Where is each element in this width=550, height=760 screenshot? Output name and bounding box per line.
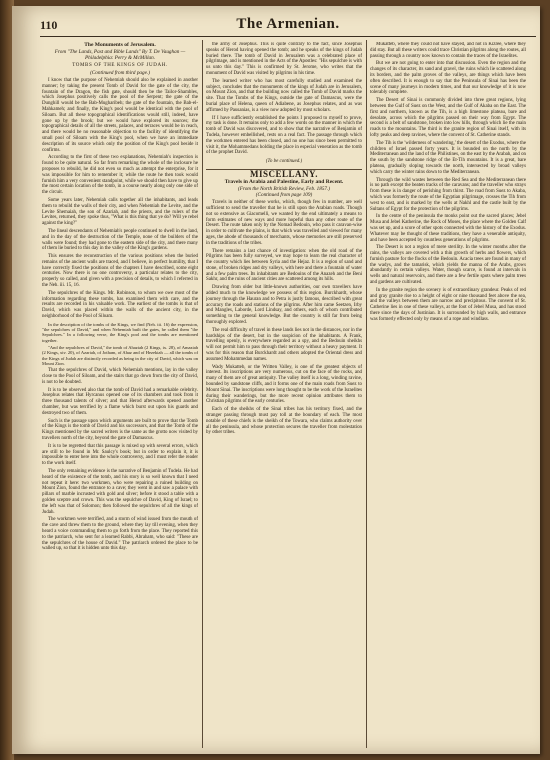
paragraph: Mukatteb, where they could not have stayed, and not in Kizree, where they did stay. But all these writers could trace Christian pilgrims along the routes, all passing through a country now known to contain the traces of the Israelites.: [370, 42, 526, 59]
to-be-continued: (To be continued.): [265, 159, 303, 165]
paragraph: Drawing from older but little-known authorities, our own travellers have added much to the knowledge we possess of this region. Burckhardt, whose journey through the Hauran and to Petra is justly famous, described with great accuracy the roads and stations of the pilgrims. After him came Seetzen, Irby and Mangles, Laborde, Lord Lindsay, and others, each of whom contributed something to the general knowledge. But the country is still far from being thoroughly explored.: [206, 285, 362, 326]
article-subtitle: TOMBS OF THE KINGS OF JUDAH.: [72, 63, 168, 69]
miscellany-heading: MISCELLANY.: [206, 169, 362, 178]
article-title: Travels in Arabia and Palestine, Early and Recent.: [224, 178, 344, 185]
section-title: The Monuments of Jerusalem.: [84, 42, 156, 48]
page-header: [40, 16, 536, 37]
paragraph: That the sepulchres of David, which Nehemiah mentions, lay in the valley close to the Pool of Siloam, and the stairs that go down from the city of David, is not to be doubted.: [42, 368, 198, 385]
page-number: 110: [40, 18, 58, 32]
paragraph: In the granite region the scenery is of extraordinary grandeur. Peaks of red and gray granite rise to a height of eight or nine thousand feet above the sea, and the valleys between them are narrow and precipitous. The convent of St. Catherine lies in one of these valleys, at the foot of Jebel Musa, and has stood there since the days of Justinian. It is surrounded by high walls, and entrance was formerly effected only by means of a rope and windlass.: [370, 287, 526, 322]
paragraph: Some years later, Nehemiah calls together all the inhabitants, and leads them to rebuild the walls of their city, and when Nehemiah the Levite, and the Levite Shemaiah, the son of Azariah, and the priests, and the rulers of the Levites, returned, they spoke thus, "What is this thing that ye do? Will ye rebel against the king?": [42, 197, 198, 227]
paragraph: Wady Mukatteb, or the Written Valley, is one of the greatest objects of interest. Its inscriptions are very numerous, cut on the face of the rocks, and many of them are of great antiquity. The valley itself is a long, winding ravine, bounded by sandstone cliffs, and it forms one of the main roads from Suez to Mount Sinai. The inscriptions were long thought to be the work of the Israelites during their wanderings, but the more recent opinion attributes them to Christian pilgrims of the early centuries.: [206, 364, 362, 405]
paragraph: Through the wild wastes between the Red Sea and the Mediterranean there is no path except the beaten tracks of the caravans; and the traveller who strays from these is in danger of perishing from thirst. The road from Suez to Akaba, which was formerly the route of the Egyptian pilgrimage, crosses the Tih from west to east, and is marked by the wells at Nakhl and the castle built by the Sultans of Egypt for the protection of the pilgrims.: [370, 177, 526, 212]
paragraph: The lineal descendants of Nehemiah's people continued to dwell in the land, and in the day of the destruction of the Temple, none of the builders of the walls were found; they had gone to the eastern side of the city, and there many of them lie buried to this day in the valley of the King's gardens.: [42, 228, 198, 252]
paragraph: The workmen were terrified, and a storm of wind issued from the mouth of the cave and threw them to the ground, where they lay till evening, when they heard a voice commanding them to go forth from the place. They reported this to the patriarch, who sent for a learned Rabbi, Abraham, who said: "These are the sepulchres of the house of David." The patriarch ordered the place to be walled up, so that it is hidden unto this day.: [42, 517, 198, 552]
paragraph: The only remaining evidence is the narrative of Benjamin of Tudela. He had heard of the existence of the tomb, and his story is so well known that I need not repeat it here: two workmen, who were repairing a ruined building on Mount Zion, found the entrance to a cave; they went in and saw a palace with pillars of marble incrusted with gold and silver; before it stood a table with a golden sceptre and crown. This was the sepulchre of David, King of Israel; to the left was that of Solomon; then followed the sepulchres of all the kings of Judah.: [42, 468, 198, 515]
continuation-note: (Continued from page 109): [255, 192, 313, 199]
paragraph: The Desert of Sinai is commonly divided into three great regions, lying between the Gulf of Suez on the West, and the Gulf of Akaba on the East. The first and northern, known as the Tih, is a high limestone plateau, bare and desolate, across which the pilgrims passed on their way from Egypt. The second is a belt of sandstone, broken into low hills, through which lie the main roads to the mountains. The third is the granite region of Sinai itself, with its lofty peaks and deep ravines, where the convent of St. Catherine stands.: [370, 98, 526, 138]
paragraph: It is to be observed also that the tomb of David had a remarkable celebrity. Josephus relates that Hyrcanus opened one of its chambers and took from it three thousand talents of silver; and that Herod afterwards opened another chamber, but was terrified by a flame which burst out upon his guards and destroyed two of them.: [42, 387, 198, 416]
paragraph: In the description of the tombs of the Kings, we find (Neh. iii. 16) the expression, "the sepulchres of David," and when Nehemiah built the gates, he called them "the Sepulchres." In a following verse, the King's pool and the tombs are mentioned together.: [42, 321, 198, 343]
paragraph: The learned writer who has most carefully studied and examined the subject, concludes that the monuments of the kings of Judah are in Jerusalem, on Mount Zion, and that the building now called the Tomb of David marks the site. That the Tombs of the Kings, outside the gate of Damascus, were the burial place of Helena, queen of Adiabene, as Josephus relates, and as was affirmed by Pausanias, is a view now adopted by most scholars.: [206, 78, 362, 113]
paragraph: I know that the purpose of Nehemiah should also be explained in another manner; by taking the present Tomb of David for the gate of the city, the fountain of the Dragon, the fish gate, should then be the Tailor-Shambles, which Josephus positively calls the pool of the Serpent; the gate of the Dunghill would be the Bab-Mugharibeh; the gate of the fountain, the Bab-el-Mahkameh; and finally, the King's pool would be identical with the pool of Siloam. But all these topographical identifications would still, indeed, have gone up by the brook; but we would have explored its sources; the topographical details of all the streets, palaces, and terraces would be in reach, and there would be no reasonable objection to the facility of identifying the small pool of Siloam with the King's pool, when we have an immediate description of its source which only the position of the King's pool beside it confirms.: [42, 77, 198, 153]
column-1: [42, 42, 198, 747]
column-2: [206, 42, 362, 747]
column-rule: [202, 40, 203, 748]
article-source: From "The Lands, Past and Bible Lands" By T. De Vaughan — Philadelphia: Perry & McMillan.: [54, 48, 186, 61]
paragraph: The Tih is the 'wilderness of wandering,' the desert of the Exodus, where the children of Israel passed forty years. It is bounded on the north by the Mediterranean and the land of the Philistines, on the east by the Arabah, and on the south by the sandstone ridge of the Et-Tih mountains. It is a great, bare plateau, gradually sloping towards the north, intersected by broad valleys which carry the winter rains down to the Mediterranean.: [370, 140, 526, 175]
paragraph: Each of the sheikhs of the Sinai tribes has his territory fixed, and the stranger passing through must pay toll at the boundary of each. The most notable of these chiefs is the sheikh of the Towara, who claims authority over all the peninsula, and whose protection secures the traveller from molestation by other tribes.: [206, 407, 362, 436]
paragraph: The Desert is not a region of mere sterility. In the winter months after the rains, the valleys are covered with a thin growth of herbs and flowers, which furnish pasture for the flocks of the Bedouin. Acacia trees are found in many of the wadys, and the tamarisk, which yields the manna of the Arabs, grows abundantly in certain valleys. Water, though scarce, is found at intervals in wells and natural reservoirs, and there are a few fertile spots where palm trees and gardens are cultivated.: [370, 245, 526, 286]
paragraph: In the centre of the peninsula the monks point out the sacred places; Jebel Musa and Jebel Katherine, the Rock of Moses, the place where the Golden Calf was set up, and a score of other spots connected with the history of the Exodus. Whatever may be thought of these traditions, they have a venerable antiquity, and have been accepted by countless generations of pilgrims.: [370, 214, 526, 243]
paragraph: The sepulchres of the Kings. Mr. Robinson, to whom we owe most of the information regarding these tombs, has examined them with care, and the results are recorded in his valuable work. The earliest of the tombs is that of David, which was placed within the walls of the ancient city, in the neighborhood of the Pool of Siloam.: [42, 290, 198, 320]
paragraph: Such is the passage upon which arguments are built to prove that the Tomb of the Kings is the tomb of David and his successors, and that the Tomb of the Kings mentioned by the sacred writers is the same as the grotto now visited by travellers north of the city, beyond the gate of Damascus.: [42, 418, 198, 441]
paragraph: The real difficulty of travel in these lands lies not in the distances, nor in the hardships of the desert, but in the suspicion of the inhabitants. A Frank, travelling openly, is everywhere regarded as a spy, and the Bedouin sheikhs will not permit him to pass through their territory without a heavy payment. It was for this reason that Burckhardt and others adopted the Oriental dress and assumed Mohammedan names.: [206, 327, 362, 362]
paragraph: It is to be regretted that this passage is mixed up with several errors, which are still to be found in Mr. Saulcy's book; but in order to explain it, it is impossible to enter here into the whole controversy, and I must refer the reader to the work itself.: [42, 443, 198, 467]
column-rule: [366, 40, 367, 748]
paragraph: "And the sepulchres of David," the tomb of Ahaziah (2 Kings, ix. 28), of Amaziah (2 Kings, xiv. 20), of Azariah, of Jotham, of Ahaz and of Hezekiah — all the tombs of the Kings of Judah are distinctly recorded as being in the city of David, which was on Mount Zion.: [42, 345, 198, 366]
continuation-note: (Continued from third page.): [90, 70, 150, 77]
paragraph: According to the first of these two explanations, Nehemiah's inspection is found to be quite natural. So far from remarking the whole of the inclosure he proposes to rebuild, he did not even so much as attempt the enterprise, for it was impossible for him to remember it; while the route he then took would furnish him a very convenient standpoint, while we should then have to give up the most certain location of the tomb, in a course nearly along only one side of the circuit.: [42, 155, 198, 196]
paragraph: But we are not going to enter into that discussion. Even the region and the changes of its character, its sand and gravel, the ruins which lie scattered along its borders, and the palm groves of the valleys, are things which have been often described. It is enough to say that the Peninsula of Sinai has been the scene of many journeys in modern times, and that our knowledge of it is now tolerably complete.: [370, 61, 526, 96]
paragraph: Travels in neither of these works, which, though few in number, are well sufficient to send the traveller that he is still upon the Arabian roads. Though not so extensive as Giacomelli, we wanted by the end ultimately a means to form estimates of new ways and more hopeful than any other route of the Desert. The route taken only by the Nomad Bedouin, who pass it caravan-wise in order to cultivate the plains, is that which was travelled and viewed for many ages, the abode of thousands of merchants, whose memories are still preserved in the traditions of the tribes.: [206, 200, 362, 246]
paragraph: If I have sufficiently established the points I proposed to myself to prove, my task is done. It remains only to add a few words on the manner in which the tomb of David was discovered, and to show that the narrative of Benjamin of Tudela, however embellished, rests on a real fact. The passage through which the workmen entered has been closed, and no one has since been permitted to visit it, the Mohammedans holding the place in especial veneration as the tomb of the prophet David.: [206, 115, 362, 156]
paragraph: This ensures the reconstruction of the various positions when the buried remains of the ancient walls are traced, and I believe, in perfect humility, that I have correctly fixed the positions of the chapters I have described, some eight centuries. Now there is no one controversy, a particular relates to the city, properly so called, and given with a precision of details, to which I referred in the Neh. iii. 15, 16.: [42, 254, 198, 289]
newspaper-page: [12, 6, 540, 754]
masthead: The Armenian.: [236, 16, 340, 32]
article-source: (From the North British Review, Feb. 1857.): [237, 185, 331, 192]
column-3: [370, 42, 526, 747]
paragraph: the army of Josephus. This is quite contrary to the fact, since Josephus speaks of Herod having opened the tomb; and he speaks of the kings of Judah buried there. The tomb of David in Jerusalem was a celebrated place of pilgrimage, and is mentioned in the Acts of the Apostles: "His sepulchre is with us unto this day." This is confirmed by St. Jerome, who writes that the monument of David was visited by pilgrims in his time.: [206, 42, 362, 76]
paragraph: There remains a last chance of investigation: when the old road of the Pilgrims has been fully surveyed, we may hope to learn the real character of the country which lies between Syria and the Hejaz. It is a region of sand and stone, of broken ridges and dry valleys, with here and there a fountain of water and a few palm trees. Its inhabitants are Bedouins of the Anazeh and the Beni Sakhr, and the ruins of ancient cities are scattered among its hills.: [206, 248, 362, 283]
